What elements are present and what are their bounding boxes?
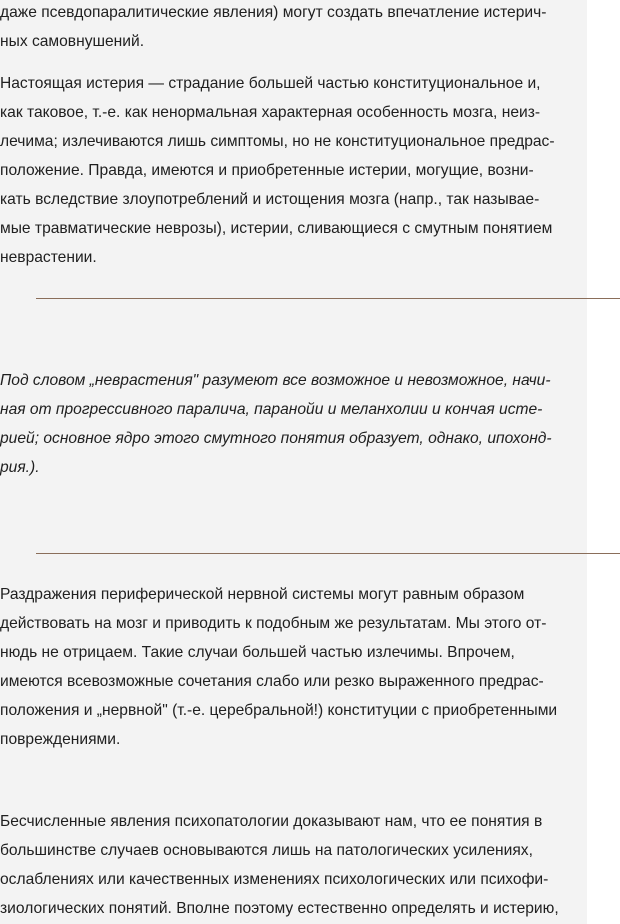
footnote [0,366,584,482]
footnote-divider-top [36,298,620,299]
text-line: Бесчисленные явления психопатологии доказывают нам, что ее понятия в [0,813,543,830]
text-line: Настоящая истерия — страдание большей частью конституциональное и, [0,75,541,92]
text-line: даже псевдопаралитические явления) могут создать впечатление истерич- [0,4,547,21]
text-line: повреждениями. [0,731,121,748]
footnote-line: ная от прогрессивного паралича, паранойи и меланхолии и кончая исте- [0,401,543,418]
text-line: ослаблениях или качественных изменениях психологических или психофи- [0,871,549,888]
footnote-line: рией; основное ядро этого смутного понятия образует, однако, ипохонд- [0,430,552,447]
paragraph-continuation [0,0,584,56]
text-line: действовать на мозг и приводить к подобным же результатам. Мы этого от- [0,615,547,632]
text-line: положение. Правда, имеются и приобретенные истерии, могущие, возни- [0,162,534,179]
text-line: неврастении. [0,249,97,266]
text-line: мые травматические неврозы), истерии, сливающиеся с смутным понятием [0,220,553,237]
footnote-line: рия.). [0,459,40,476]
paragraph-peripheral [0,580,584,754]
paragraph-psychopathology [0,807,584,923]
text-line: положения и „нервной" (т.-е. церебральной!) конституции с приобретенными [0,702,558,719]
text-line: ных самовнушений. [0,33,145,50]
paragraph-hysteria [0,69,584,272]
text-line: кать вследствие злоупотреблений и истощения мозга (напр., так называе- [0,191,540,208]
footnote-divider-bottom [36,553,620,554]
text-line: большинстве случаев основываются лишь на патологических усилениях, [0,842,533,859]
text-line: лечима; излечиваются лишь симптомы, но не конституциональное предрас- [0,133,555,150]
text-line: зиологических понятий. Вполне поэтому естественно определять и истерию, [0,900,559,917]
text-line: Раздражения периферической нервной системы могут равным образом [0,586,525,603]
text-line: нюдь не отрицаем. Такие случаи большей частью излечимы. Впрочем, [0,644,515,661]
text-line: как таковое, т.-е. как ненормальная характерная особенность мозга, неиз- [0,104,541,121]
text-line: имеются всевозможные сочетания слабо или резко выраженного предрас- [0,673,544,690]
footnote-line: Под словом „неврастения" разумеют все возможное и невозможное, начи- [0,372,551,389]
